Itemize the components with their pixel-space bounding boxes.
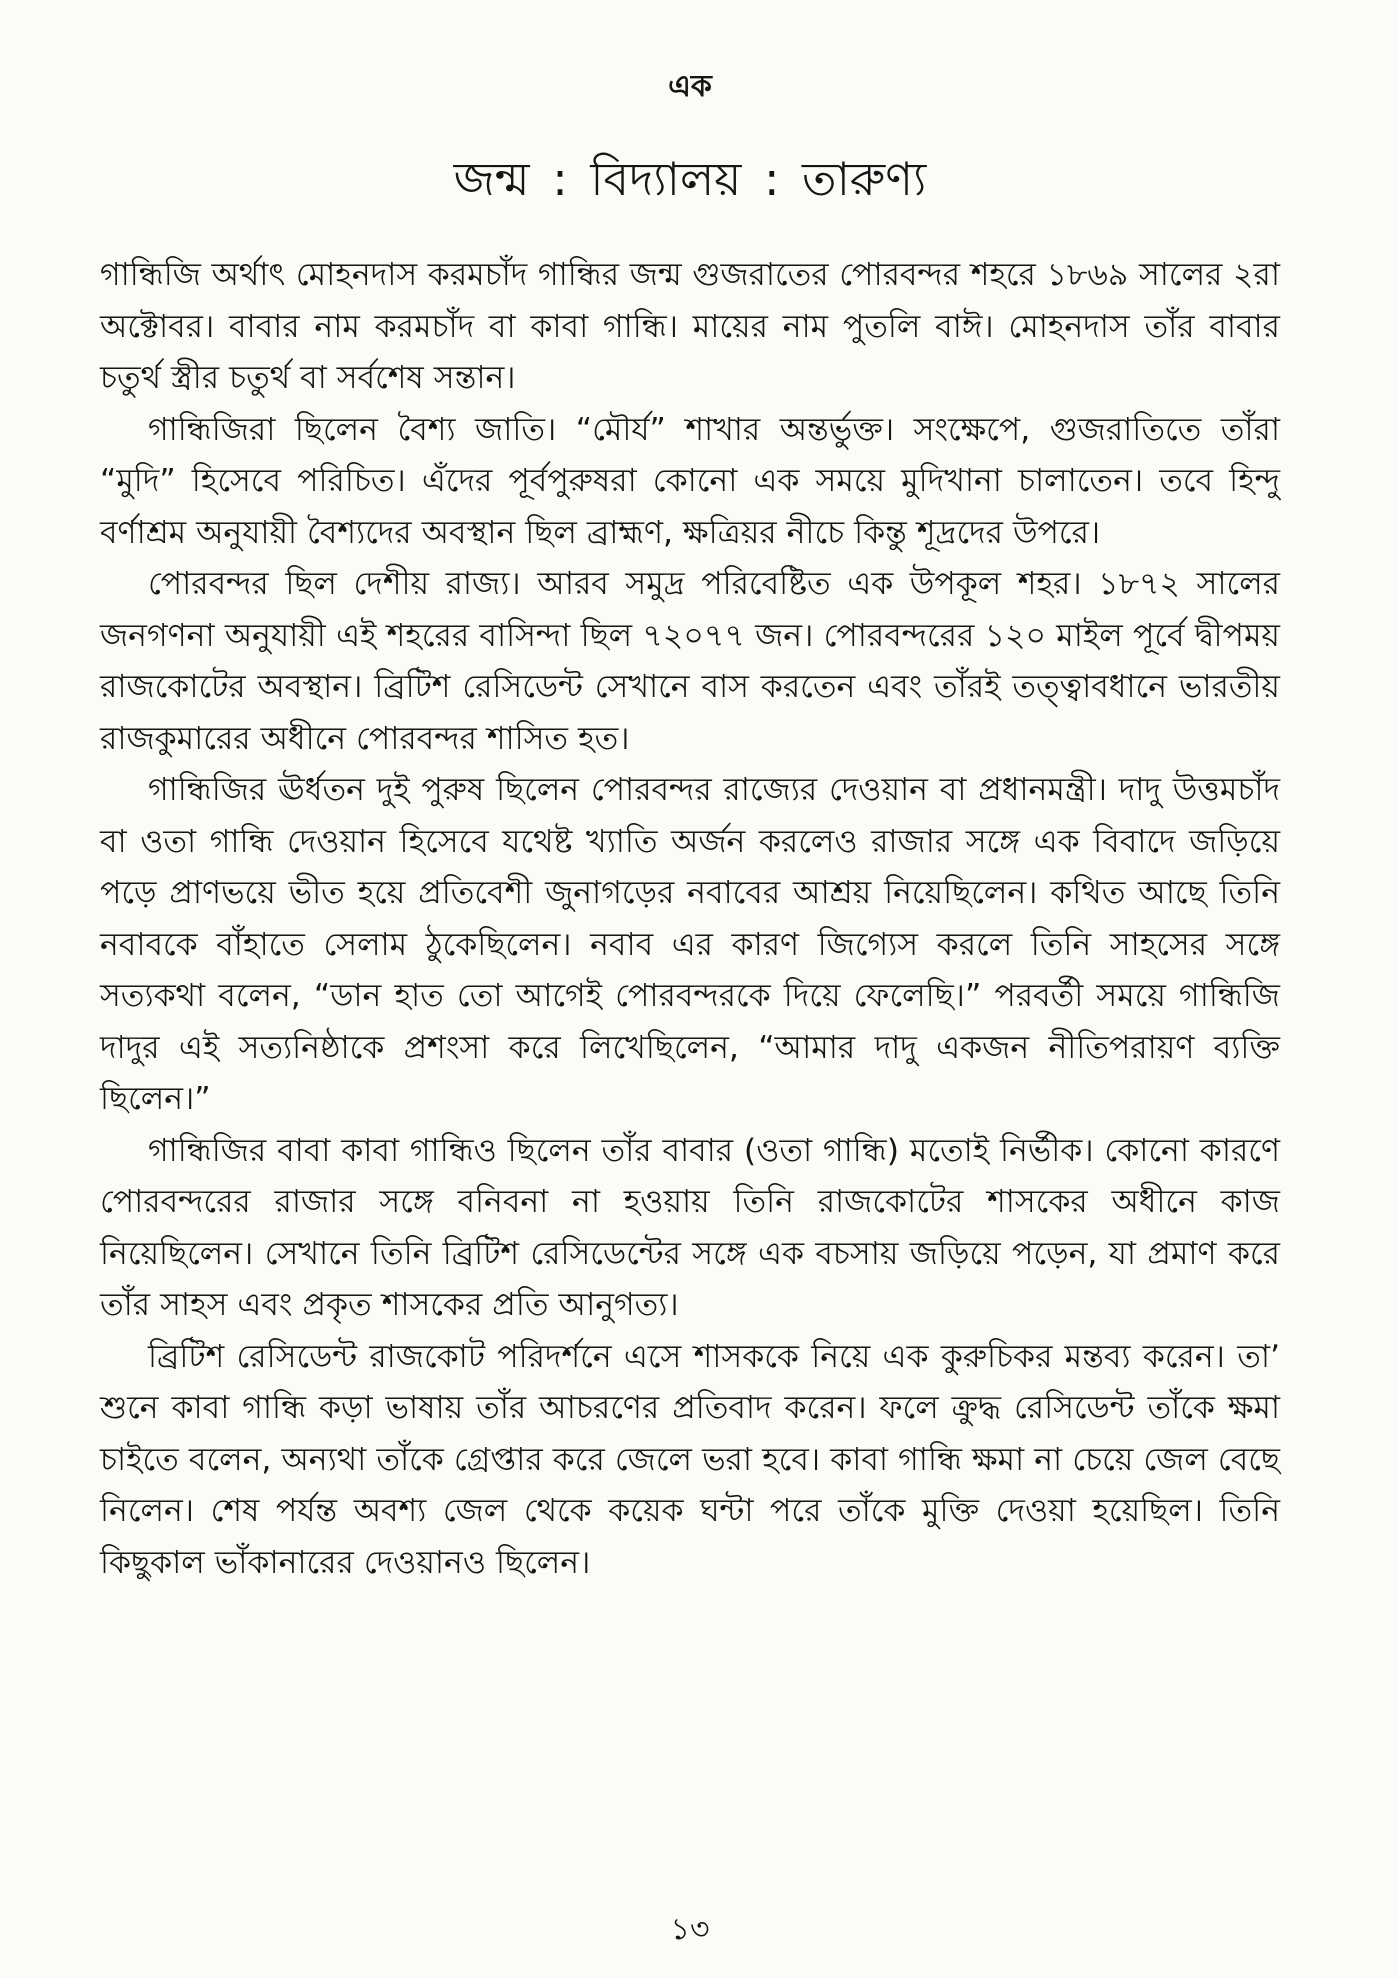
paragraph: গান্ধিজির বাবা কাবা গান্ধিও ছিলেন তাঁর বাবার (ওতা গান্ধি) মতোই নির্ভীক। কোনো কারণে পোরবন্দরের রাজার সঙ্গে বনিবনা না হওয়ায় তিনি রাজকোটের শাসকের অধীনে কাজ নিয়েছিলেন। সেখানে তিনি ব্রিটিশ রেসিডেন্টের সঙ্গে এক বচসায় জড়িয়ে পড়েন, যা প্রমাণ করে তাঁর সাহস এবং প্রকৃত শাসকের প্রতি আনুগত্য। — [100, 1132, 1280, 1323]
paragraph: গান্ধিজি অর্থাৎ মোহনদাস করমচাঁদ গান্ধির জন্ম গুজরাতের পোরবন্দর শহরে ১৮৬৯ সালের ২রা অক্টোবর। বাবার নাম করমচাঁদ বা কাবা গান্ধি। মায়ের নাম পুতলি বাঈ। মোহনদাস তাঁর বাবার চতুর্থ স্ত্রীর চতুর্থ বা সর্বশেষ সন্তান। — [100, 257, 1280, 396]
body-text — [100, 250, 1280, 1589]
book-page — [100, 0, 1280, 1978]
chapter-title: জন্ম : বিদ্যালয় : তারুণ্য — [453, 152, 927, 206]
page-number: ১৩ — [670, 1912, 710, 1947]
paragraph: পোরবন্দর ছিল দেশীয় রাজ্য। আরব সমুদ্র পরিবেষ্টিত এক উপকূল শহর। ১৮৭২ সালের জনগণনা অনুযায়ী এই শহরের বাসিন্দা ছিল ৭২০৭৭ জন। পোরবন্দরের ১২০ মাইল পূর্বে দ্বীপময় রাজকোটের অবস্থান। ব্রিটিশ রেসিডেন্ট সেখানে বাস করতেন এবং তাঁরই তত্ত্বাবধানে ভারতীয় রাজকুমারের অধীনে পোরবন্দর শাসিত হত। — [100, 566, 1280, 757]
paragraph: ব্রিটিশ রেসিডেন্ট রাজকোট পরিদর্শনে এসে শাসককে নিয়ে এক কুরুচিকর মন্তব্য করেন। তা’ শুনে কাবা গান্ধি কড়া ভাষায় তাঁর আচরণের প্রতিবাদ করেন। ফলে ক্রুদ্ধ রেসিডেন্ট তাঁকে ক্ষমা চাইতে বলেন, অন্যথা তাঁকে গ্রেপ্তার করে জেলে ভরা হবে। কাবা গান্ধি ক্ষমা না চেয়ে জেল বেছে নিলেন। শেষ পর্যন্ত অবশ্য জেল থেকে কয়েক ঘন্টা পরে তাঁকে মুক্তি দেওয়া হয়েছিল। তিনি কিছুকাল ভাঁকানারের দেওয়ানও ছিলেন। — [100, 1338, 1280, 1581]
paragraph: গান্ধিজিরা ছিলেন বৈশ্য জাতি। “মৌর্য” শাখার অন্তর্ভুক্ত। সংক্ষেপে, গুজরাতিতে তাঁরা “মুদি” হিসেবে পরিচিত। এঁদের পূর্বপুরুষরা কোনো এক সময়ে মুদিখানা চালাতেন। তবে হিন্দু বর্ণাশ্রম অনুযায়ী বৈশ্যদের অবস্থান ছিল ব্রাহ্মণ, ক্ষত্রিয়র নীচে কিন্তু শূদ্রদের উপরে। — [100, 411, 1280, 551]
paragraph: গান্ধিজির ঊর্ধতন দুই পুরুষ ছিলেন পোরবন্দর রাজ্যের দেওয়ান বা প্রধানমন্ত্রী। দাদু উত্তমচাঁদ বা ওতা গান্ধি দেওয়ান হিসেবে যথেষ্ট খ্যাতি অর্জন করলেও রাজার সঙ্গে এক বিবাদে জড়িয়ে পড়ে প্রাণভয়ে ভীত হয়ে প্রতিবেশী জুনাগড়ের নবাবের আশ্রয় নিয়েছিলেন। কথিত আছে তিনি নবাবকে বাঁহাতে সেলাম ঠুকেছিলেন। নবাব এর কারণ জিগ্যেস করলে তিনি সাহসের সঙ্গে সত্যকথা বলেন, “ডান হাত তো আগেই পোরবন্দরকে দিয়ে ফেলেছি।” পরবর্তী সময়ে গান্ধিজি দাদুর এই সত্যনিষ্ঠাকে প্রশংসা করে লিখেছিলেন, “আমার দাদু একজন নীতিপরায়ণ ব্যক্তি ছিলেন।” — [100, 772, 1280, 1117]
chapter-number: এক — [668, 69, 712, 104]
